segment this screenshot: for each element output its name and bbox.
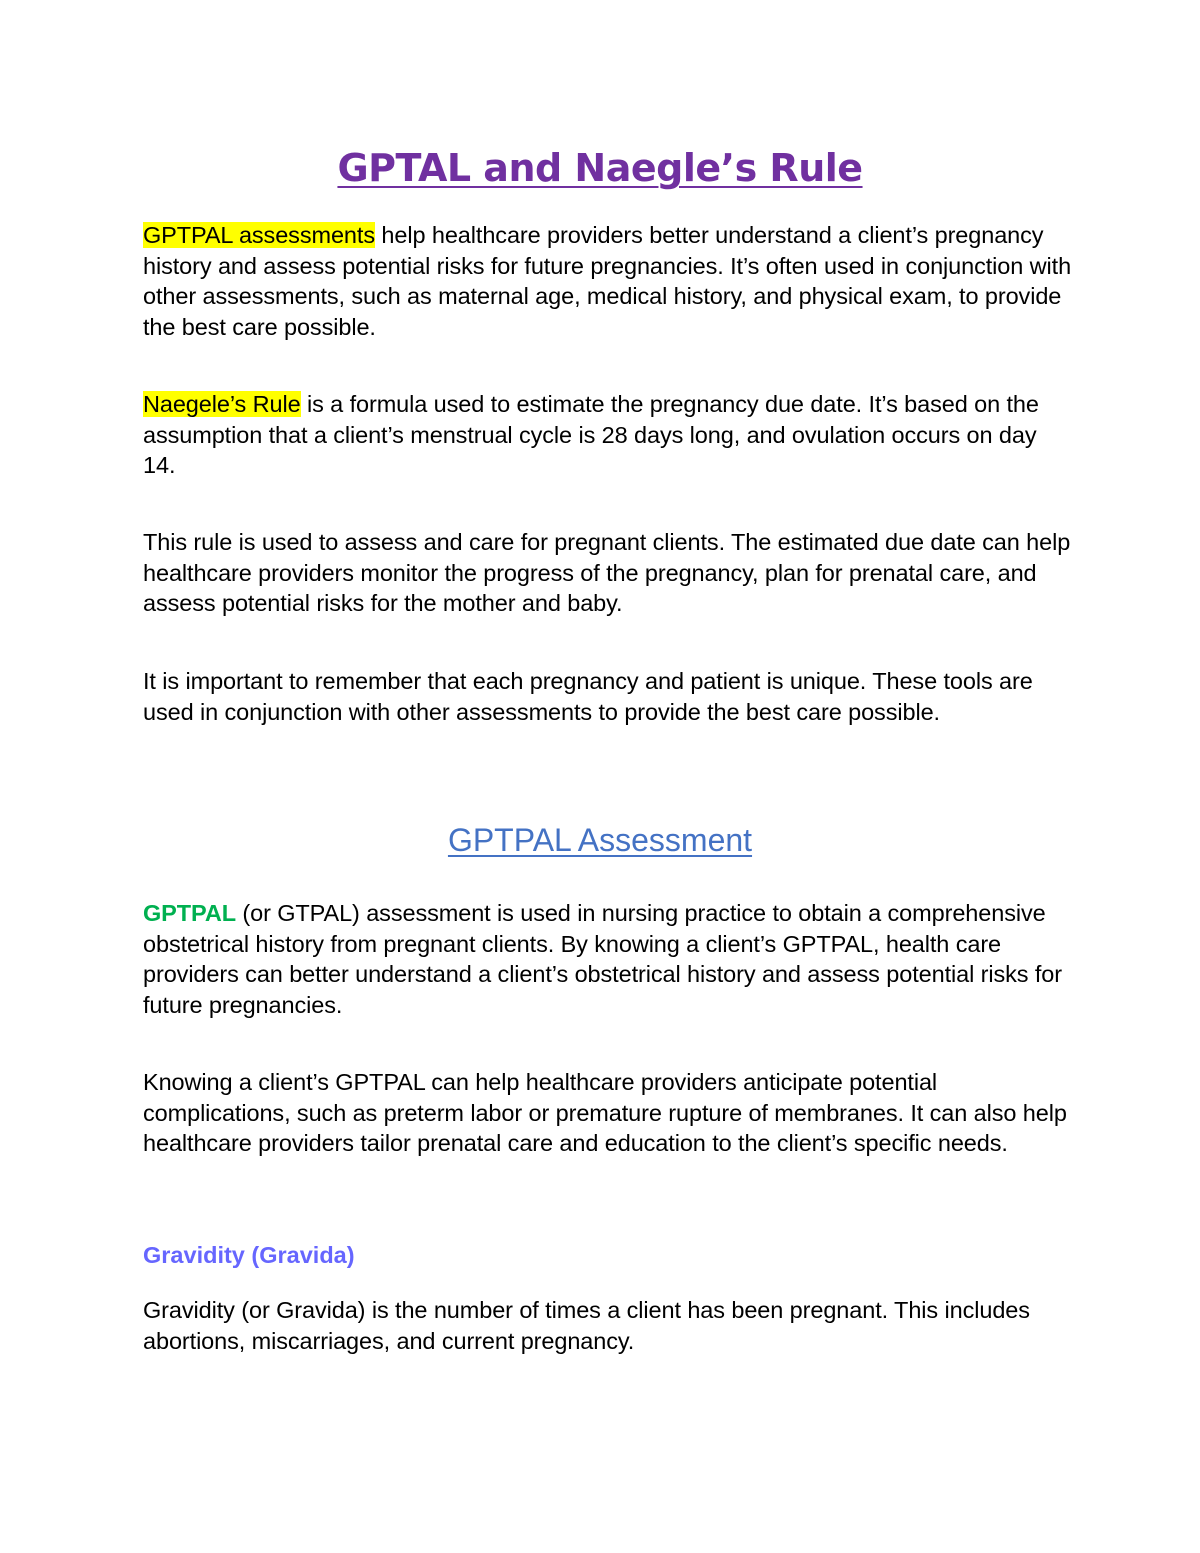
gptpal-section-heading: GPTPAL Assessment	[447, 822, 753, 858]
highlighted-term-gptpal-assessments: GPTPAL assessments	[143, 222, 375, 248]
document-title: GPTAL and Naegle’s Rule	[337, 146, 863, 190]
gptpal-paragraph-2: Knowing a client’s GPTPAL can help healthcare providers anticipate potential complications, such as preterm labor or premature rupture of membranes. It can also help healthcare providers tailor prenatal care and education to the client’s specific needs.	[143, 1069, 1067, 1157]
rule-use-paragraph: This rule is used to assess and care for pregnant clients. The estimated due date can help healthcare providers monitor the progress of the pregnancy, plan for prenatal care, and assess potential risks for the mother and baby.	[143, 529, 1071, 617]
important-paragraph: It is important to remember that each pregnancy and patient is unique. These tools are used in conjunction with other assessments to provide the best care possible.	[143, 668, 1033, 725]
intro-paragraph	[143, 220, 1073, 343]
gptpal-paragraph-1-text: (or GTPAL) assessment is used in nursing practice to obtain a comprehensive obstetrical history from pregnant clients. By knowing a client’s GPTPAL, health care providers can better understand a client’s obstetrical history and assess potential risks for future pregnancies.	[143, 900, 1062, 1019]
gptpal-paragraph-1	[143, 898, 1073, 1021]
gravidity-paragraph: Gravidity (or Gravida) is the number of times a client has been pregnant. This includes abortions, miscarriages, and current pregnancy.	[143, 1297, 1030, 1354]
gravidity-heading: Gravidity (Gravida)	[143, 1242, 355, 1268]
naegele-text: is a formula used to estimate the pregnancy due date. It’s based on the assumption that a client’s menstrual cycle is 28 days long, and ovulation occurs on day 14.	[143, 391, 1039, 479]
highlighted-term-naegeles-rule: Naegele’s Rule	[143, 391, 301, 417]
intro-text: help healthcare providers better understand a client’s pregnancy history and assess potential risks for future pregnancies. It’s often used in conjunction with other assessments, such as maternal age, medical history, and physical exam, to provide the best care possible.	[143, 222, 1072, 341]
gptpal-term: GPTPAL	[143, 900, 236, 926]
naegele-paragraph	[143, 389, 1073, 481]
